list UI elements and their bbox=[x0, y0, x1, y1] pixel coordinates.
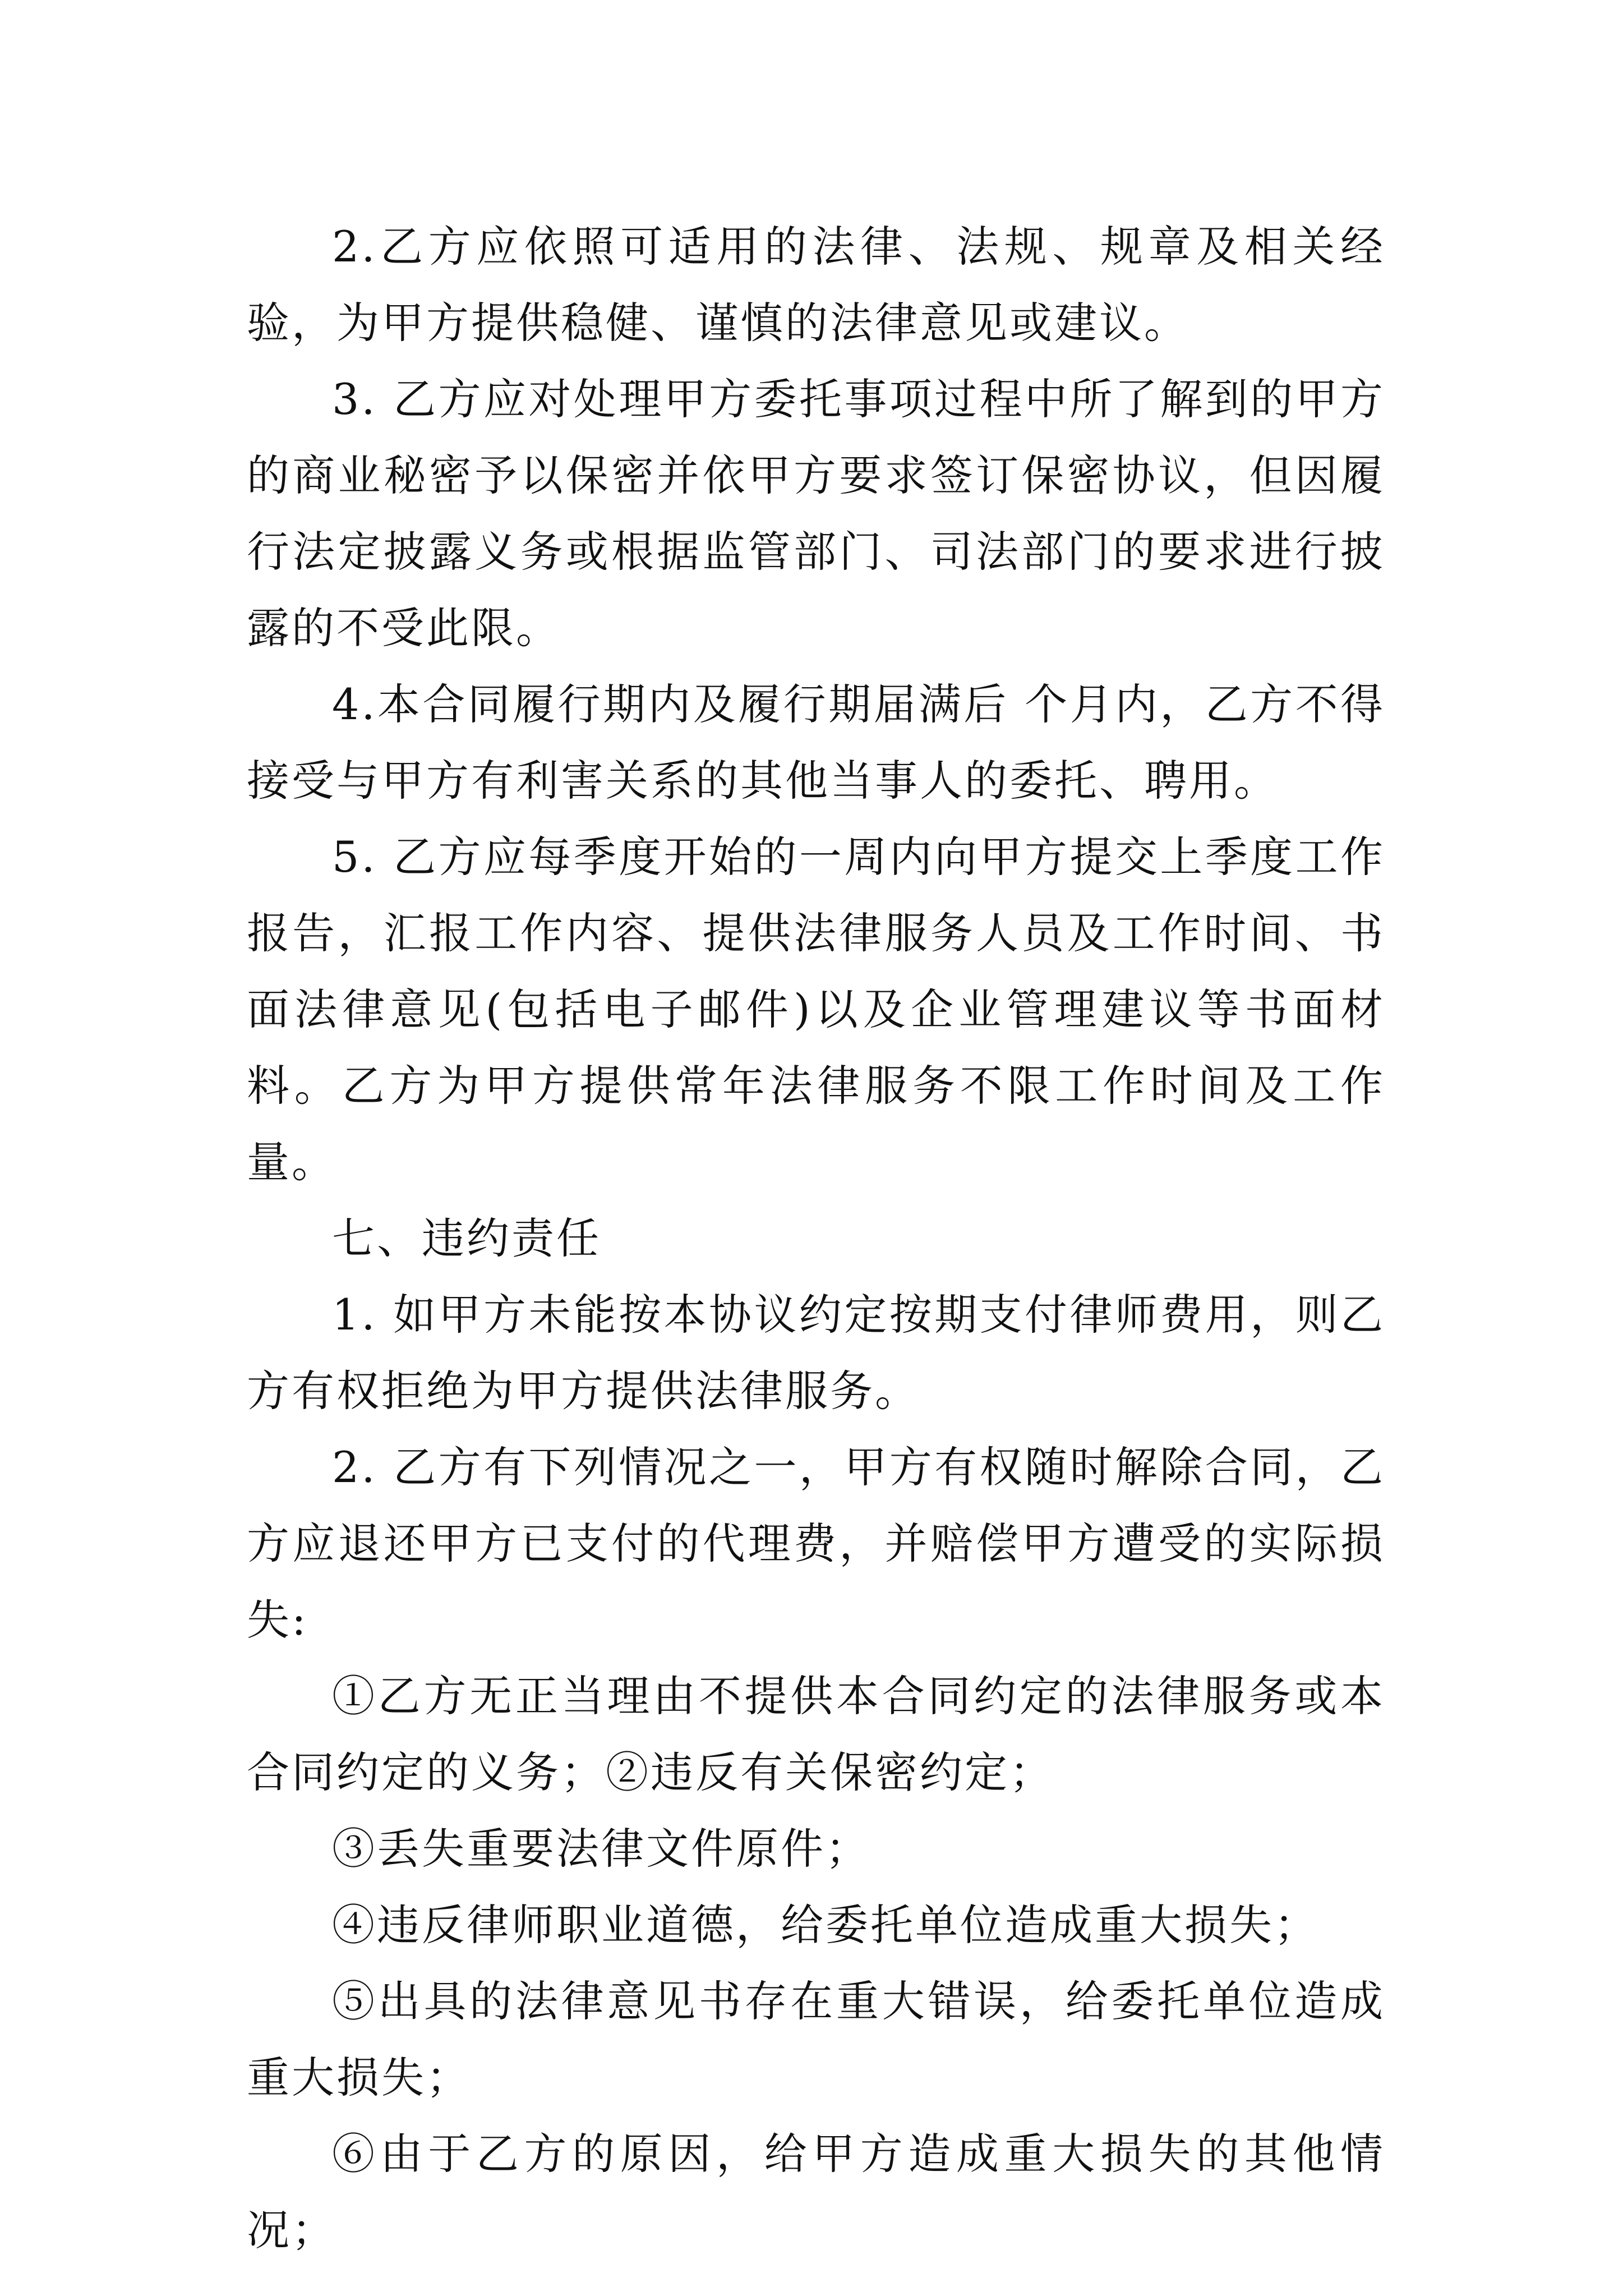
clause-paragraph-5: 5. 乙方应每季度开始的一周内向甲方提交上季度工作报告，汇报工作内容、提供法律服务人员及工作时间、书面法律意见(包括电子邮件)以及企业管理建议等书面材料。乙方为甲方提供常年法律服务不限工作时间及工作量。 bbox=[247, 832, 1385, 1187]
breach-item-1: 1. 如甲方未能按本协议约定按期支付律师费用，则乙方有权拒绝为甲方提供法律服务。 bbox=[247, 1290, 1385, 1416]
clause-paragraph-4: 4.本合同履行期内及履行期届满后 个月内，乙方不得接受与甲方有利害关系的其他当事人的委托、聘用。 bbox=[247, 679, 1385, 806]
document-body bbox=[247, 209, 1385, 2269]
clause-paragraph-2: 2.乙方应依照可适用的法律、法规、规章及相关经验，为甲方提供稳健、谨慎的法律意见或建议。 bbox=[247, 222, 1385, 348]
breach-subitem-6: ⑥由于乙方的原因，给甲方造成重大损失的其他情况； bbox=[247, 2129, 1385, 2255]
breach-item-2: 2. 乙方有下列情况之一，甲方有权随时解除合同，乙方应退还甲方已支付的代理费，并赔偿甲方遭受的实际损失: bbox=[247, 1442, 1385, 1645]
breach-subitem-4: ④违反律师职业道德，给委托单位造成重大损失； bbox=[332, 1900, 1319, 1950]
breach-subitem-1-2: ①乙方无正当理由不提供本合同约定的法律服务或本合同约定的义务；②违反有关保密约定； bbox=[247, 1671, 1385, 1797]
breach-subitem-5: ⑤出具的法律意见书存在重大错误，给委托单位造成重大损失； bbox=[247, 1976, 1385, 2102]
breach-subitem-3: ③丢失重要法律文件原件； bbox=[332, 1824, 870, 1874]
section-heading-breach: 七、违约责任 bbox=[332, 1213, 601, 1263]
clause-paragraph-3: 3. 乙方应对处理甲方委托事项过程中所了解到的甲方的商业秘密予以保密并依甲方要求签订保密协议，但因履行法定披露义务或根据监管部门、司法部门的要求进行披露的不受此限。 bbox=[247, 374, 1385, 653]
